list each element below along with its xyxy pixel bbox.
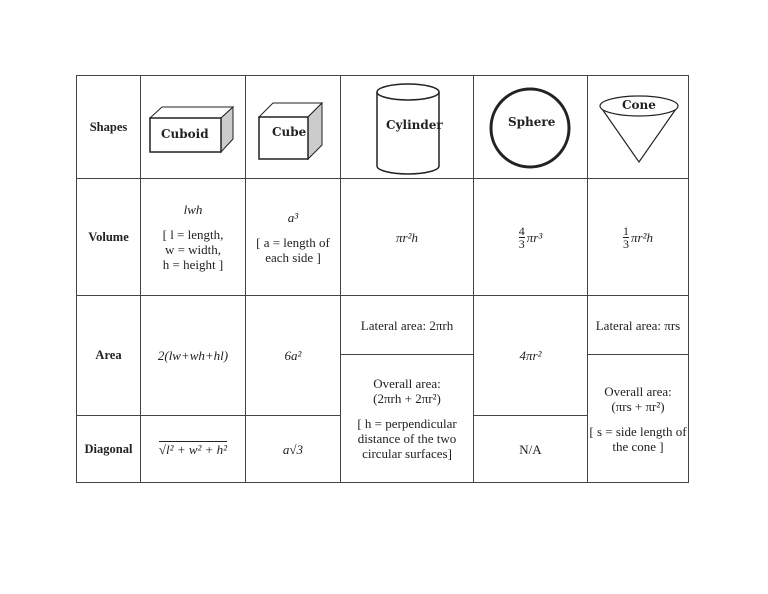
row-label-volume	[76, 178, 141, 296]
cuboid-volume	[140, 178, 246, 296]
cylinder-cell	[340, 75, 474, 179]
sphere-diagonal	[473, 415, 588, 483]
fraction	[623, 225, 629, 250]
note: each side ]	[265, 249, 321, 265]
formula: lwh	[183, 202, 203, 217]
label: Diagonal	[84, 441, 133, 456]
label: Area	[95, 348, 122, 362]
formula: 6a²	[284, 348, 302, 363]
cone-label: Cone	[622, 98, 656, 112]
formula: (πrs + πr²)	[611, 398, 665, 414]
note: the cone ]	[612, 438, 664, 454]
cube-cell	[245, 75, 341, 179]
label: Overall area:	[373, 376, 441, 391]
note: [ h = perpendicular	[357, 416, 457, 431]
cube-volume	[245, 178, 341, 296]
cuboid-diagonal	[140, 415, 246, 483]
note: h = height ]	[162, 257, 224, 272]
numerator: 4	[518, 223, 525, 238]
cone-volume	[587, 178, 689, 296]
formula: Lateral area: 2πrh	[360, 318, 454, 333]
note: [ s = side length of	[589, 423, 687, 439]
sphere-area	[473, 295, 588, 416]
formula: a³	[287, 209, 299, 225]
cube-label: Cube	[272, 125, 307, 139]
cylinder-lateral-area	[340, 295, 474, 355]
value: N/A	[519, 441, 542, 457]
row-label-shapes	[76, 75, 141, 179]
row-label-diagonal	[76, 415, 141, 483]
formula: a√3	[282, 441, 304, 457]
cylinder-volume	[340, 178, 474, 296]
cuboid-area	[140, 295, 246, 416]
formula: 2(lw+wh+hl)	[157, 348, 229, 363]
denominator: 3	[518, 236, 525, 251]
formula: πr²h	[396, 229, 418, 245]
fraction	[519, 225, 525, 250]
cube-area	[245, 295, 341, 416]
label: Overall area:	[604, 383, 672, 399]
sphere-volume	[473, 178, 588, 296]
cylinder-overall-area	[340, 354, 474, 483]
note: w = width,	[164, 242, 222, 257]
sphere-label: Sphere	[508, 115, 556, 129]
note: circular surfaces]	[362, 446, 452, 461]
label: Shapes	[89, 119, 128, 134]
formula: Lateral area: πrs	[595, 318, 681, 333]
formula: πr³	[526, 229, 543, 245]
formula: √l² + w² + h²	[158, 441, 228, 457]
cone-overall-area	[587, 354, 689, 483]
formula: (2πrh + 2πr²)	[373, 391, 441, 406]
cuboid-cell	[140, 75, 246, 179]
row-label-area	[76, 295, 141, 416]
formula: 4πr²	[519, 348, 542, 363]
cube-diagonal	[245, 415, 341, 483]
label: Volume	[88, 229, 129, 244]
note: distance of the two	[357, 431, 457, 446]
numerator: 1	[623, 223, 629, 238]
cuboid-label: Cuboid	[161, 127, 209, 141]
note: [ l = length,	[162, 227, 224, 242]
cone-cell	[587, 75, 689, 179]
cylinder-label: Cylinder	[386, 118, 443, 132]
note: [ a = length of	[256, 234, 330, 250]
formula: πr²h	[631, 229, 653, 245]
denominator: 3	[623, 236, 629, 251]
sphere-cell	[473, 75, 588, 179]
cone-lateral-area	[587, 295, 689, 355]
